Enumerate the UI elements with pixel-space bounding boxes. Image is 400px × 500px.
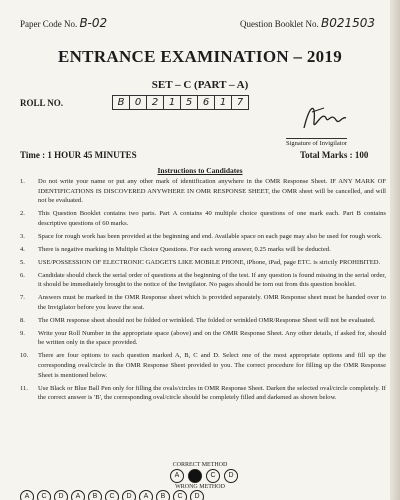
instruction-number: 10. — [20, 352, 29, 360]
time-label: Time : 1 HOUR 45 MINUTES — [20, 150, 137, 160]
exam-title: ENTRANCE EXAMINATION – 2019 — [57, 47, 343, 66]
wrong-method-bubble: D — [54, 490, 68, 500]
wrong-method-bubble: C — [37, 490, 51, 500]
instruction-text: Write your Roll Number in the appropriate space (above) and on the OMR Response Sheet. Any other details, if asked for, should be written only in the space provided. — [38, 329, 386, 347]
instruction-number: 6. — [20, 271, 25, 279]
instruction-item — [12, 329, 386, 348]
instruction-text: There is negative marking in Multiple Choice Questions. For each wrong answer, 0.25 marks will be deducted. — [38, 245, 331, 253]
roll-digit-box: 2 — [146, 95, 164, 110]
roll-digit-box: 1 — [163, 95, 181, 110]
instruction-number: 4. — [20, 245, 25, 253]
filled-bubble — [188, 469, 202, 483]
instruction-text: This Question Booklet contains two parts. Part A contains 40 multiple choice questions of one mark each. Part B contains descriptive questions of 60 marks. — [38, 210, 386, 227]
roll-digit-box: B — [112, 95, 130, 110]
roll-digit-box: 5 — [180, 95, 198, 110]
instruction-text: There are four options to each question marked A, B, C and D. Select one of the most appropriate options and fill up the corresponding oval/circle in the OMR Response Sheet provided to you. The correct procedure for filling up the OMR Response Sheet is mentioned below. — [38, 352, 386, 379]
instruction-item — [12, 351, 386, 380]
instructions-title: Instructions to Candidates — [157, 166, 243, 175]
roll-number-boxes — [112, 95, 248, 110]
wrong-method-bubble: B — [156, 490, 170, 500]
wrong-method-bubble: D — [190, 490, 204, 500]
invigilator-signature — [298, 98, 350, 140]
roll-label: ROLL NO. — [20, 98, 64, 108]
instruction-number: 9. — [20, 329, 25, 337]
roll-digit-box: 6 — [197, 95, 215, 110]
set-label: SET – C (PART – A) — [151, 79, 249, 91]
instruction-text: The OMR response sheet should not be folded or wrinkled. The folded or wrinkled OMR/Response Sheet will not be evaluated. — [38, 316, 376, 324]
instruction-item — [12, 209, 386, 228]
instruction-item — [12, 258, 386, 268]
wrong-method-bubbles — [20, 490, 204, 500]
instruction-item — [12, 316, 386, 326]
instructions-list — [12, 177, 386, 406]
instruction-text: USE/POSSESSION OF ELECTRONIC GADGETS LIKE MOBILE PHONE, iPhone, iPad, page ETC. is strictly PROHIBITED. — [38, 258, 381, 266]
page-edge — [390, 0, 400, 500]
instruction-item — [12, 384, 386, 403]
instruction-text: Use Black or Blue Ball Pen only for filling the ovals/circles in OMR Response Sheet. Darken the selected oval/circle completely. If the correct answer is 'B', the corresponding oval/circle should be completely filled and darkened as shown below. — [38, 384, 386, 402]
paper-code-label: Paper Code No. — [20, 19, 78, 29]
roll-digit-box: 1 — [214, 95, 232, 110]
instruction-item — [12, 271, 386, 290]
answer-bubble: A — [170, 469, 184, 483]
instruction-item — [12, 177, 386, 206]
instruction-number: 5. — [20, 258, 25, 266]
answer-bubble: C — [206, 469, 220, 483]
instruction-number: 7. — [20, 294, 25, 302]
wrong-method-bubble: C — [173, 490, 187, 500]
roll-digit-box: 7 — [231, 95, 249, 110]
wrong-method-bubble: A — [71, 490, 85, 500]
instruction-number: 11. — [20, 384, 28, 392]
wrong-method-bubble: C — [105, 490, 119, 500]
booklet-number — [240, 16, 375, 30]
instruction-text: Do not write your name or put any other mark of identification anywhere in the OMR Response Sheet. IF ANY MARK OF IDENTIFICATIONS IS DISCOVERED ANYWHERE IN OMR RESPONSE SHEET, the OMR sheet will be cancelled, and will not be evaluated. — [38, 178, 386, 205]
instruction-number: 1. — [20, 178, 25, 185]
marks-label: Total Marks : 100 — [300, 150, 369, 160]
roll-digit-box: 0 — [129, 95, 147, 110]
instruction-text: Answers must be marked in the OMR Response sheet which is provided separately. OMR Response sheet must be handed over to the Invigilator before you leave the seat. — [38, 294, 386, 311]
paper-code — [20, 16, 107, 30]
instruction-text: Space for rough work has been provided at the beginning and end. Available space on each page may also be used for rough work. — [38, 232, 382, 240]
wrong-method-bubble: D — [122, 490, 136, 500]
wrong-method-label: WRONG METHOD — [175, 484, 225, 490]
instruction-item — [12, 293, 386, 312]
invigilator-label: Signature of Invigilator — [286, 140, 348, 147]
instruction-item — [12, 232, 386, 242]
instruction-number: 2. — [20, 210, 25, 218]
wrong-method-bubble: B — [88, 490, 102, 500]
paper-code-value: B-02 — [79, 16, 108, 30]
correct-method-bubbles — [170, 469, 238, 483]
instruction-text: Candidate should check the serial order of questions at the beginning of the test. If any question is found missing in the serial order, it should be immediately brought to the notice of the Invigilator. No pages should be torn out from this question booklet. — [38, 271, 386, 289]
answer-bubble: D — [224, 469, 238, 483]
instruction-number: 3. — [20, 232, 25, 240]
instruction-number: 8. — [20, 316, 25, 324]
booklet-value: B021503 — [321, 16, 376, 30]
wrong-method-bubble: A — [20, 490, 34, 500]
booklet-label: Question Booklet No. — [240, 19, 319, 29]
wrong-method-bubble: A — [139, 490, 153, 500]
correct-method-label: CORRECT METHOD — [172, 462, 228, 468]
instruction-item — [12, 245, 386, 255]
